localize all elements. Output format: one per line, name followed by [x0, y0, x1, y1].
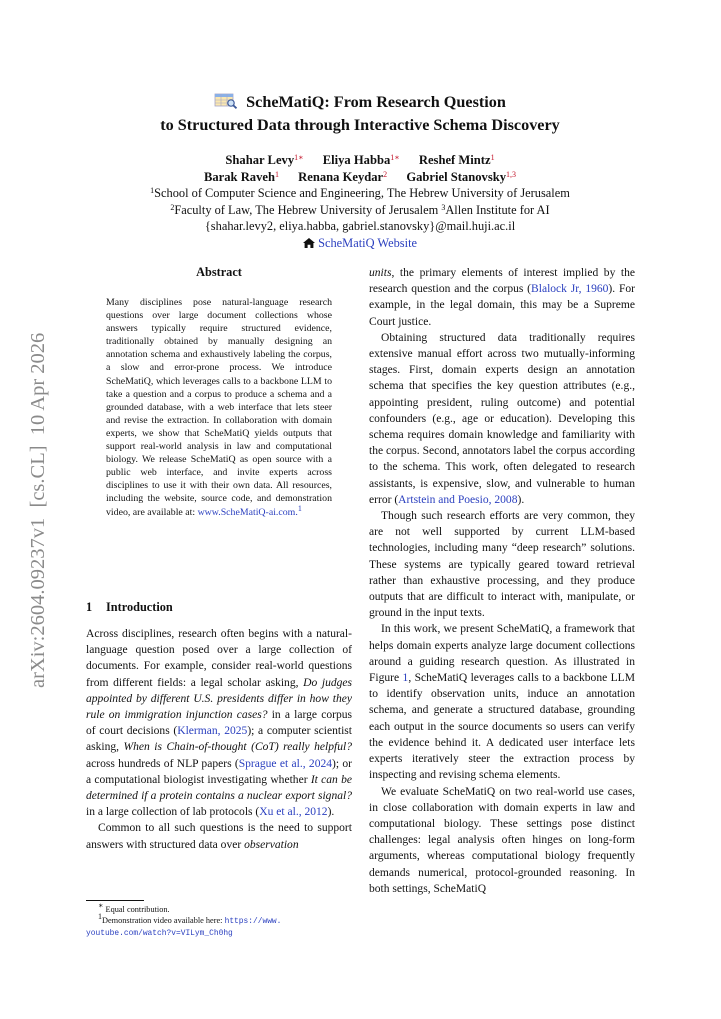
affiliation-2-3: $^2$Faculty of Law, The Hebrew University of Jerusalem $^3$Allen Institute for AI [170, 202, 550, 217]
abstract-body: Many disciplines pose natural-language research questions over large document collections whose answers typically require structured evidence, traditionally obtained by manually designing an annotation schema and exhaustively labeling the corpus, a slow and error-prone process. We introduce ScheMatiQ, which leverages calls to a backbone LLM to take a question and a corpus to produce a schema and a grounded database, with a web interface that lets steer and revise the extraction. In collaboration with domain experts, we show that ScheMatiQ yields outputs that support real-world analysis in law and computational biology. We release ScheMatiQ as open source with a public web interface, and invite experts across disciplines to use it with their own data. All resources, including the website, source code, and demonstration video, are available at: www.ScheMatiQ-ai.com.$^1$ [106, 297, 332, 518]
author-name: Eliya Habba [322, 153, 391, 167]
citation-link[interactable]: Sprague et al., 2024 [238, 757, 333, 770]
footnotes [86, 901, 352, 940]
arxiv-stamp [12, 300, 56, 690]
footnote-ref[interactable]: 1 [297, 503, 302, 513]
paragraph: In this work, we present ScheMatiQ, a framework that helps domain experts analyze large document collections around a guiding research question. As illustrated in Figure 1, ScheMatiQ leverages calls to a backbone LLM to identify observation units, induce an annotation schema, and generate a structured database, grounding each output in the source documents so users can verify the evidence behind it. A dedicated user interface lets experts iteratively steer the extraction process by inspecting and revising schema elements. [369, 623, 635, 782]
abstract-link[interactable]: www.ScheMatiQ-ai.com. [197, 506, 298, 518]
citation-link[interactable]: Artstein and Poesio, 2008 [398, 493, 518, 506]
author-mark: 1∗ [294, 153, 304, 162]
section-heading [86, 600, 173, 615]
table-magnifier-icon [214, 93, 238, 115]
author-name: Renana Keydar [298, 169, 384, 184]
author-mark: 1,3 [506, 169, 517, 179]
author-name: Reshef Mintz [418, 153, 491, 167]
figure-ref-link[interactable]: 1 [402, 672, 409, 685]
paragraph: units, the primary elements of interest implied by the research question and the corpus (Blalock Jr, 1960). For example, in the legal domain, this may be a Supreme Court justice. [369, 267, 635, 328]
affiliation-1: $^1$School of Computer Science and Engineering, The Hebrew University of Jerusalem [150, 186, 570, 200]
author-mark: 2 [383, 169, 388, 179]
website-link[interactable] [60, 235, 660, 252]
left-column-body [86, 626, 352, 853]
author-mark: 1 [274, 169, 279, 179]
paragraph: Though such research efforts are very common, they are not well supported by current LLM-based technologies, including many “deep research” solutions. These systems are typically geared toward retrieval rather than exhaustive processing, and they produce outputs that are difficult to interact with, manipulate, or ground in the input texts. [369, 510, 635, 620]
author-name: Barak Raveh [203, 169, 275, 184]
website-label[interactable]: ScheMatiQ Website [318, 235, 418, 250]
paragraph: Across disciplines, research often begins with a natural-language question posed over a large collection of documents. For example, consider real-world questions from different fields: a legal scholar asking, Do judges appointed by different U.S. presidents differ in how they rule on immigration injunction cases? in a large corpus of court decisions (Klerman, 2025); a computer scientist asking, When is Chain-of-thought (CoT) really helpful? across hundreds of NLP papers (Sprague et al., 2024); or a computational biologist investigating whether It can be determined if a protein contains a nuclear export signal? in a large collection of lab protocols (Xu et al., 2012). [86, 628, 353, 819]
abstract-heading: Abstract [196, 265, 242, 279]
right-column-body [369, 265, 635, 897]
footnote-1: ∗ Equal contribution. [98, 901, 170, 914]
footnote-rule [86, 900, 144, 901]
home-icon [303, 236, 318, 250]
author-name: Gabriel Stanovsky [406, 169, 507, 184]
citation-link[interactable]: Blalock Jr, 1960 [531, 283, 609, 296]
video-url[interactable]: youtube.com/watch?v=VILym_Ch0hg [86, 929, 233, 939]
section-title: Introduction [106, 600, 173, 614]
author-list [60, 152, 660, 185]
paragraph: Common to all such questions is the need to support answers with structured data over observation [86, 822, 352, 851]
author-name: Shahar Levy [225, 153, 295, 167]
arxiv-stamp-text: arXiv:2604.09237v1 [cs.CL] 10 Apr 2026 [27, 332, 49, 688]
paper-title [60, 92, 660, 136]
affiliations [60, 185, 660, 251]
author-emails: {shahar.levy2, eliya.habba, gabriel.stanovsky}@mail.huji.ac.il [204, 219, 516, 233]
video-url[interactable]: https://www. [224, 917, 282, 927]
paragraph: We evaluate ScheMatiQ on two real-world use cases, in close collaboration with domain experts in law and computational biology. These settings pose distinct challenges: legal analysis often hinges on long-form arguments, whereas computational biology frequently demands numerical, protocol-grounded reasoning. In both settings, ScheMatiQ [369, 785, 635, 895]
footnote-2: $^1$Demonstration video available here: https://www. [98, 912, 282, 927]
citation-link[interactable]: Xu et al., 2012 [259, 806, 328, 819]
section-number: 1 [86, 600, 93, 614]
paragraph: Obtaining structured data traditionally requires extensive manual effort across two mutually-informing stages. First, domain experts design an annotation schema that specifies the key question attributes (e.g., appointing president, ruling outcome) and potential confounders (e.g., age or education). Developing this schema requires domain knowledge and familiarity with the corpus. Second, annotators label the corpus according to the schema. This work, often delegated to research assistants, is expensive, slow, and vulnerable to human error (Artstein and Poesio, 2008). [369, 331, 635, 506]
author-mark: 1 [490, 153, 495, 162]
title-line-1: ScheMatiQ: From Research Question [246, 93, 506, 111]
title-block [60, 92, 660, 251]
author-mark: 1∗ [390, 153, 400, 162]
citation-link[interactable]: Klerman, 2025 [177, 725, 248, 738]
title-line-2: to Structured Data through Interactive Schema Discovery [160, 116, 560, 134]
